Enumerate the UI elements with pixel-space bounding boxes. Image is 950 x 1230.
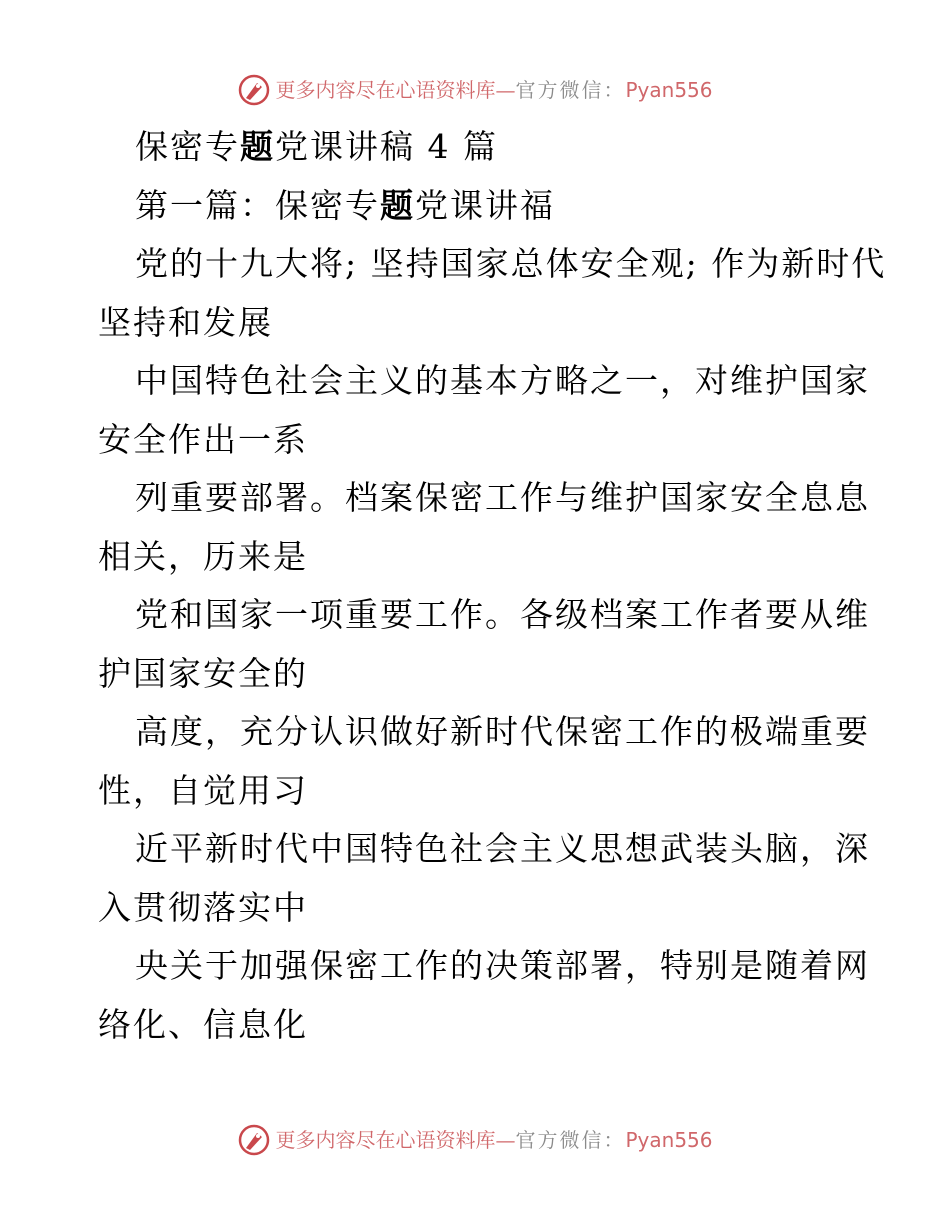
watermark-dash: — [495,1128,516,1152]
watermark-wechat-id: Pyan556 [625,1128,713,1152]
text-line: 性，自觉用习 [98,770,308,810]
pen-nib-logo-icon [237,1123,271,1157]
text-line: 安全作出一系 [98,419,308,459]
pen-nib-logo-icon [237,73,271,107]
watermark-dash: — [495,78,516,102]
text-line: 近平新时代中国特色社会主义思想武装头脑，深 [135,829,870,868]
footer-watermark [0,1120,950,1160]
paragraph-lines [98,235,887,1054]
text-line: 央关于加强保密工作的决策部署，特别是随着网 [135,946,870,985]
watermark-wechat-id: Pyan556 [625,78,713,102]
header-watermark [0,70,950,110]
text-line: 党的十九大将; 坚持国家总体安全观; 作为新时代 [135,244,887,283]
text-line: 护国家安全的 [98,653,308,693]
watermark-text: 更多内容尽在心语资料库 [275,1128,496,1152]
text-line: 党和国家一项重要工作。各级档案工作者要从维 [135,595,870,634]
document-body [98,118,887,1054]
text-line: 坚持和发展 [98,302,273,342]
text-line: 列重要部署。档案保密工作与维护国家安全息息 [135,478,870,517]
document-subtitle: 第一篇：保密专题党课讲福 [135,185,555,225]
watermark-official-label: 官方微信： [515,1128,626,1152]
text-line: 入贯彻落实中 [98,887,308,927]
document-title: 保密专题党课讲稿 4 篇 [135,127,498,166]
watermark-text: 更多内容尽在心语资料库 [275,78,496,102]
text-line: 中国特色社会主义的基本方略之一，对维护国家 [135,361,870,400]
text-line: 络化、信息化 [98,1004,308,1044]
text-line: 高度，充分认识做好新时代保密工作的极端重要 [135,712,870,751]
text-line: 相关，历来是 [98,536,308,576]
watermark-official-label: 官方微信： [515,78,626,102]
